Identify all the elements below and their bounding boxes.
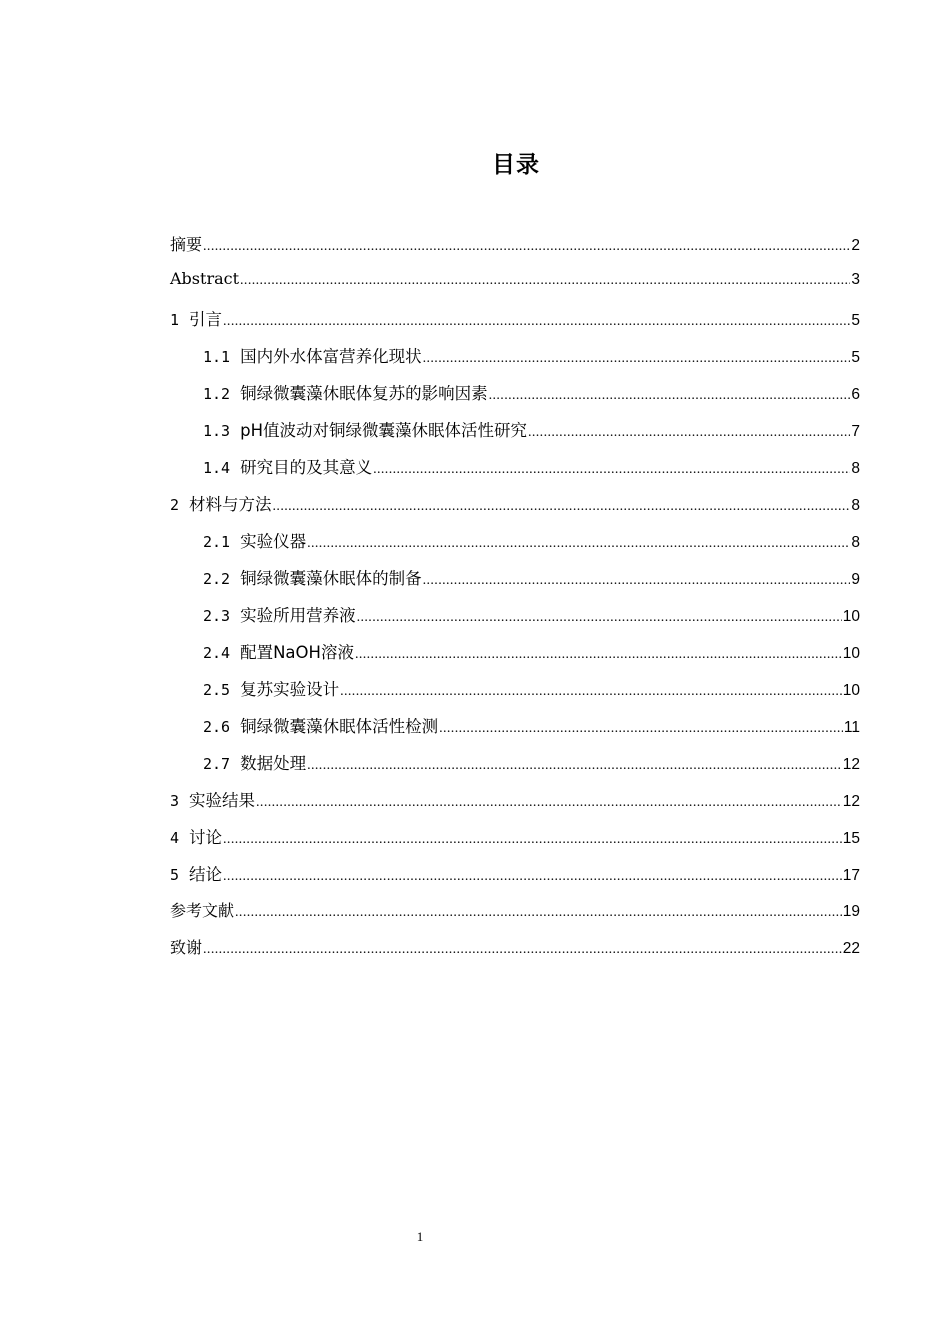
toc-entry[interactable] xyxy=(170,861,860,898)
toc-entry-number: 3 xyxy=(170,792,180,810)
toc-entry-page: 5 xyxy=(851,312,860,329)
toc-entry-number: 2.3 xyxy=(203,607,231,625)
toc-entry[interactable] xyxy=(170,750,860,787)
toc-entry-label: 致谢 xyxy=(170,938,203,957)
toc-entry-page: 8 xyxy=(851,534,860,551)
toc-entry[interactable] xyxy=(170,306,860,343)
toc-entry-number: 2.4 xyxy=(203,644,231,662)
toc-entry-page: 15 xyxy=(842,830,860,847)
toc-entry-label: 讨论 xyxy=(189,828,223,847)
toc-entry-label: pH值波动对铜绿微囊藻休眠体活性研究 xyxy=(240,421,527,440)
toc-entry[interactable] xyxy=(170,935,860,972)
toc-entry-label: 数据处理 xyxy=(240,754,307,773)
toc-entry[interactable] xyxy=(170,824,860,861)
toc-entry-label: 铜绿微囊藻休眠体活性检测 xyxy=(240,717,439,736)
toc-dot-leader xyxy=(240,273,850,289)
toc-entry-label: 材料与方法 xyxy=(189,495,272,514)
toc-dot-leader xyxy=(373,462,850,478)
toc-entry-page: 19 xyxy=(842,903,860,920)
toc-entry-label: 引言 xyxy=(189,310,223,329)
toc-dot-leader xyxy=(489,388,851,404)
toc-entry-number: 5 xyxy=(170,866,180,884)
toc-entry[interactable] xyxy=(170,676,860,713)
toc-dot-leader xyxy=(223,314,850,330)
toc-entry-page: 12 xyxy=(842,793,860,810)
toc-entry-label: 铜绿微囊藻休眠体复苏的影响因素 xyxy=(240,384,488,403)
toc-entry-number: 2.6 xyxy=(203,718,231,736)
toc-dot-leader xyxy=(273,499,851,515)
toc-dot-leader xyxy=(423,351,851,367)
toc-entry-label: 实验仪器 xyxy=(240,532,307,551)
toc-entry-number: 2.5 xyxy=(203,681,231,699)
toc-dot-leader xyxy=(223,832,842,848)
toc-entry[interactable] xyxy=(170,787,860,824)
toc-entry[interactable] xyxy=(170,380,860,417)
toc-entry-number: 2.1 xyxy=(203,533,231,551)
toc-entry-number: 2.2 xyxy=(203,570,231,588)
toc-dot-leader xyxy=(203,942,842,958)
toc-entry[interactable] xyxy=(170,639,860,676)
toc-entry-label: 复苏实验设计 xyxy=(240,680,340,699)
toc-entry-page: 9 xyxy=(851,571,860,588)
toc-entry-page: 3 xyxy=(851,271,860,288)
toc-entry[interactable] xyxy=(170,232,860,269)
toc-dot-leader xyxy=(307,536,850,552)
toc-entry-number: 1.2 xyxy=(203,385,231,403)
toc-entry[interactable] xyxy=(170,454,860,491)
toc-entry-number: 1.3 xyxy=(203,422,231,440)
toc-entry-page: 6 xyxy=(851,386,860,403)
toc-entry[interactable] xyxy=(170,343,860,380)
table-of-contents xyxy=(170,232,860,972)
toc-entry-label: 国内外水体富营养化现状 xyxy=(240,347,422,366)
toc-entry-label: 配置NaOH溶液 xyxy=(240,643,354,662)
toc-entry-page: 5 xyxy=(851,349,860,366)
toc-entry-page: 10 xyxy=(842,682,860,699)
toc-entry[interactable] xyxy=(170,269,860,306)
toc-entry-page: 2 xyxy=(851,237,860,254)
toc-entry[interactable] xyxy=(170,898,860,935)
toc-dot-leader xyxy=(357,610,842,626)
toc-dot-leader xyxy=(423,573,851,589)
toc-entry-label: 结论 xyxy=(189,865,223,884)
toc-dot-leader xyxy=(439,721,843,737)
toc-entry-number: 2.7 xyxy=(203,755,231,773)
toc-entry[interactable] xyxy=(170,528,860,565)
toc-entry-number: 4 xyxy=(170,829,180,847)
toc-dot-leader xyxy=(256,795,842,811)
toc-entry[interactable] xyxy=(170,602,860,639)
toc-entry-label: 参考文献 xyxy=(170,901,235,920)
toc-dot-leader xyxy=(235,905,842,921)
toc-entry-page: 12 xyxy=(842,756,860,773)
toc-entry[interactable] xyxy=(170,491,860,528)
toc-entry[interactable] xyxy=(170,417,860,454)
toc-entry-page: 7 xyxy=(851,423,860,440)
toc-dot-leader xyxy=(307,758,842,774)
toc-dot-leader xyxy=(340,684,842,700)
toc-entry-label: 实验所用营养液 xyxy=(240,606,356,625)
toc-entry-label: 铜绿微囊藻休眠体的制备 xyxy=(240,569,422,588)
toc-entry-number: 2 xyxy=(170,496,180,514)
toc-dot-leader xyxy=(528,425,850,441)
page-number: 1 xyxy=(416,1229,424,1244)
toc-entry-label: 摘要 xyxy=(170,235,203,254)
toc-entry-page: 8 xyxy=(851,497,860,514)
toc-entry-page: 11 xyxy=(843,719,860,736)
toc-entry[interactable] xyxy=(170,565,860,602)
toc-entry-number: 1 xyxy=(170,311,180,329)
toc-entry-label: Abstract xyxy=(170,269,240,288)
toc-entry-page: 10 xyxy=(842,608,860,625)
toc-entry-page: 17 xyxy=(842,867,860,884)
toc-entry[interactable] xyxy=(170,713,860,750)
toc-entry-label: 研究目的及其意义 xyxy=(240,458,373,477)
toc-entry-page: 10 xyxy=(842,645,860,662)
toc-entry-number: 1.4 xyxy=(203,459,231,477)
toc-entry-page: 8 xyxy=(851,460,860,477)
toc-dot-leader xyxy=(223,869,842,885)
toc-entry-number: 1.1 xyxy=(203,348,231,366)
toc-entry-page: 22 xyxy=(842,940,860,957)
page-title: 目录 xyxy=(492,152,540,178)
toc-dot-leader xyxy=(355,647,842,663)
toc-entry-label: 实验结果 xyxy=(189,791,256,810)
toc-dot-leader xyxy=(203,239,850,255)
